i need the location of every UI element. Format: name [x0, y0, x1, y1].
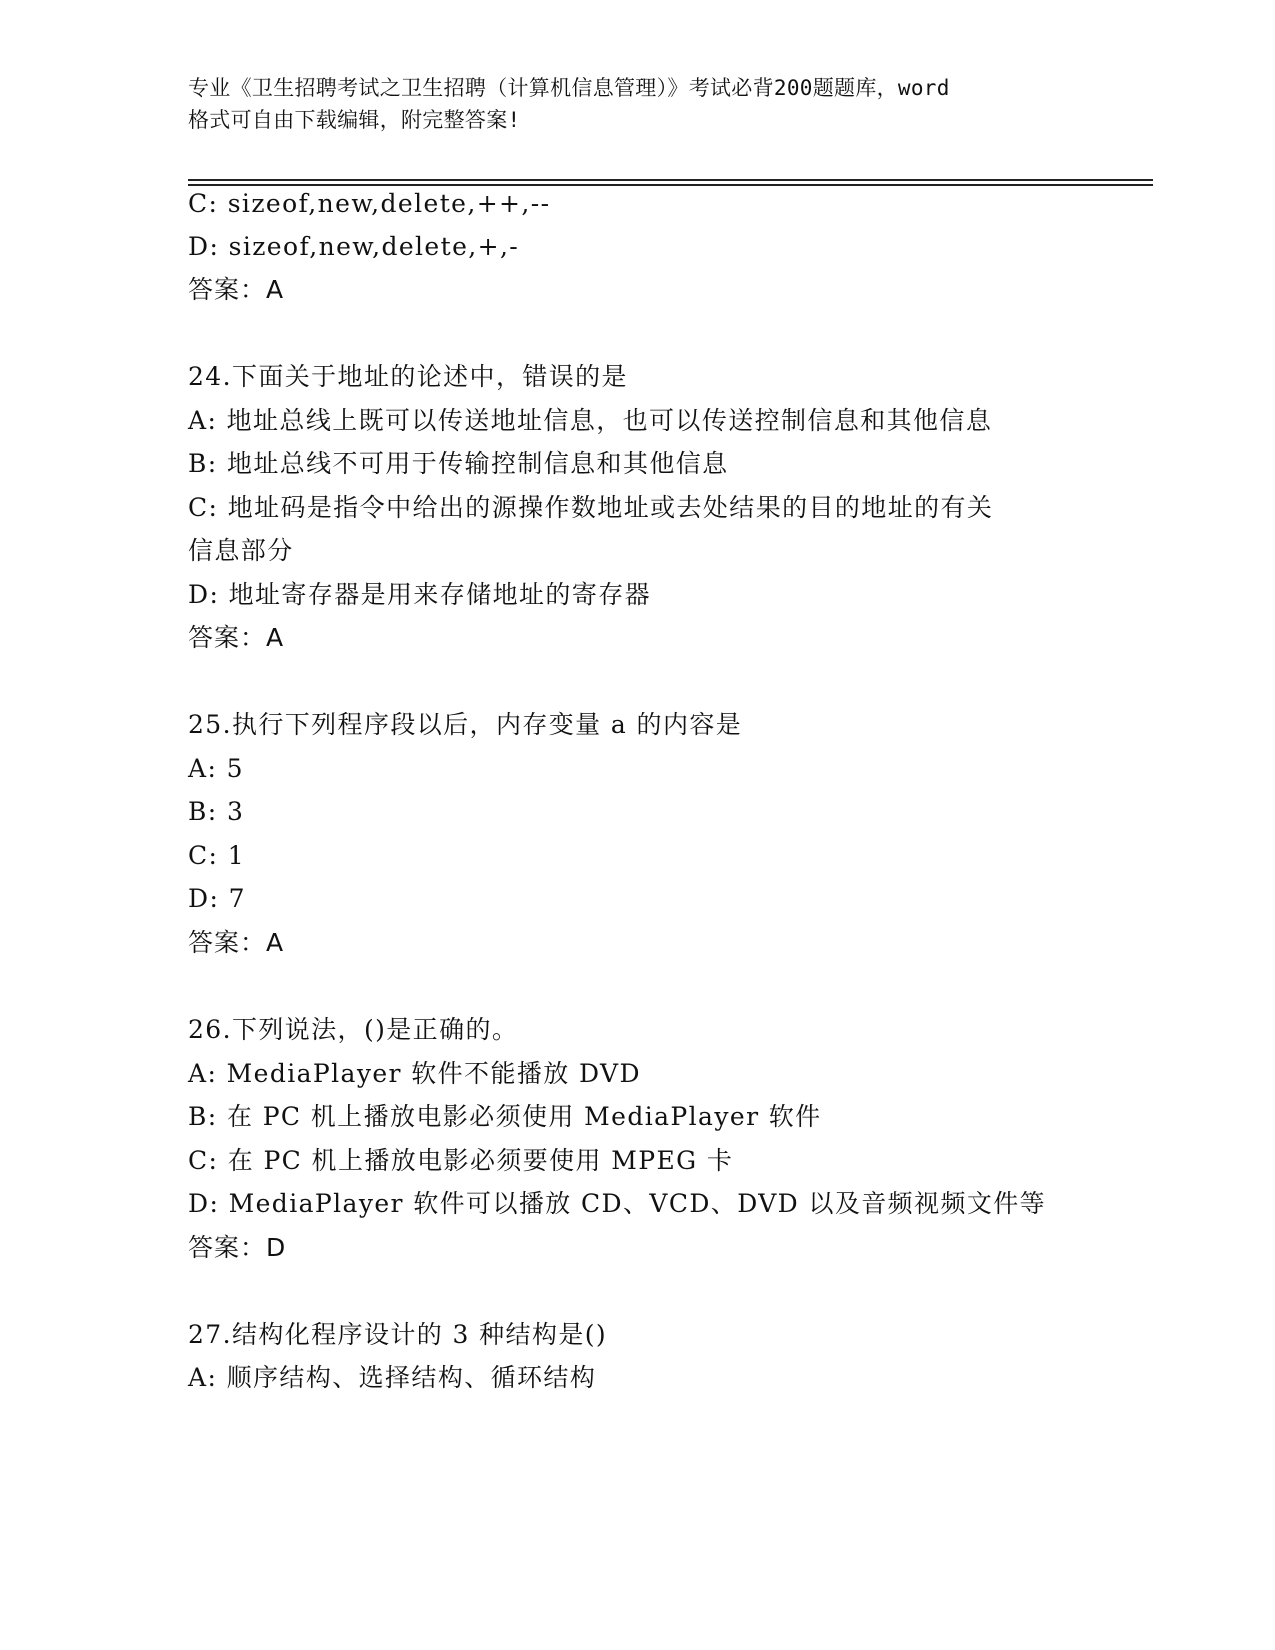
- q24-option-a: A: 地址总线上既可以传送地址信息，也可以传送控制信息和其他信息: [188, 406, 993, 435]
- header-line-1: 专业《卫生招聘考试之卫生招聘（计算机信息管理）》考试必背200题题库，word: [188, 76, 950, 100]
- q24-option-c: C: 地址码是指令中给出的源操作数地址或去处结果的目的地址的有关: [188, 493, 994, 522]
- q25-option-d: D: 7: [188, 884, 246, 913]
- q23-option-c: C: sizeof,new,delete,++,--: [188, 189, 551, 218]
- q23-answer: 答案：A: [188, 275, 285, 304]
- q25-answer: 答案：A: [188, 928, 285, 957]
- q25-option-c: C: 1: [188, 841, 246, 870]
- q24-option-b: B: 地址总线不可用于传输控制信息和其他信息: [188, 449, 729, 478]
- q25-question: 25.执行下列程序段以后，内存变量 a 的内容是: [188, 710, 743, 739]
- header-divider-top: [188, 179, 1153, 181]
- q24-option-c-continued: 信息部分: [188, 536, 294, 565]
- q26-option-d: D: MediaPlayer 软件可以播放 CD、VCD、DVD 以及音频视频文件等: [188, 1189, 1047, 1218]
- q27-option-a: A: 顺序结构、选择结构、循环结构: [188, 1363, 597, 1392]
- document-header: [188, 72, 1088, 136]
- q26-answer: 答案：D: [188, 1233, 287, 1262]
- q25-option-a: A: 5: [188, 754, 244, 783]
- q26-option-b: B: 在 PC 机上播放电影必须使用 MediaPlayer 软件: [188, 1102, 822, 1131]
- q26-option-a: A: MediaPlayer 软件不能播放 DVD: [188, 1059, 641, 1088]
- header-line-2: 格式可自由下载编辑，附完整答案!: [188, 108, 521, 132]
- q25-option-b: B: 3: [188, 797, 245, 826]
- q24-option-d: D: 地址寄存器是用来存储地址的寄存器: [188, 580, 652, 609]
- q27-question: 27.结构化程序设计的 3 种结构是(): [188, 1320, 608, 1349]
- q24-question: 24.下面关于地址的论述中，错误的是: [188, 362, 628, 391]
- q26-option-c: C: 在 PC 机上播放电影必须要使用 MPEG 卡: [188, 1146, 734, 1175]
- q26-question: 26.下列说法，()是正确的。: [188, 1015, 519, 1044]
- q24-answer: 答案：A: [188, 623, 285, 652]
- q23-option-d: D: sizeof,new,delete,+,-: [188, 232, 520, 261]
- header-divider-bottom: [188, 184, 1153, 186]
